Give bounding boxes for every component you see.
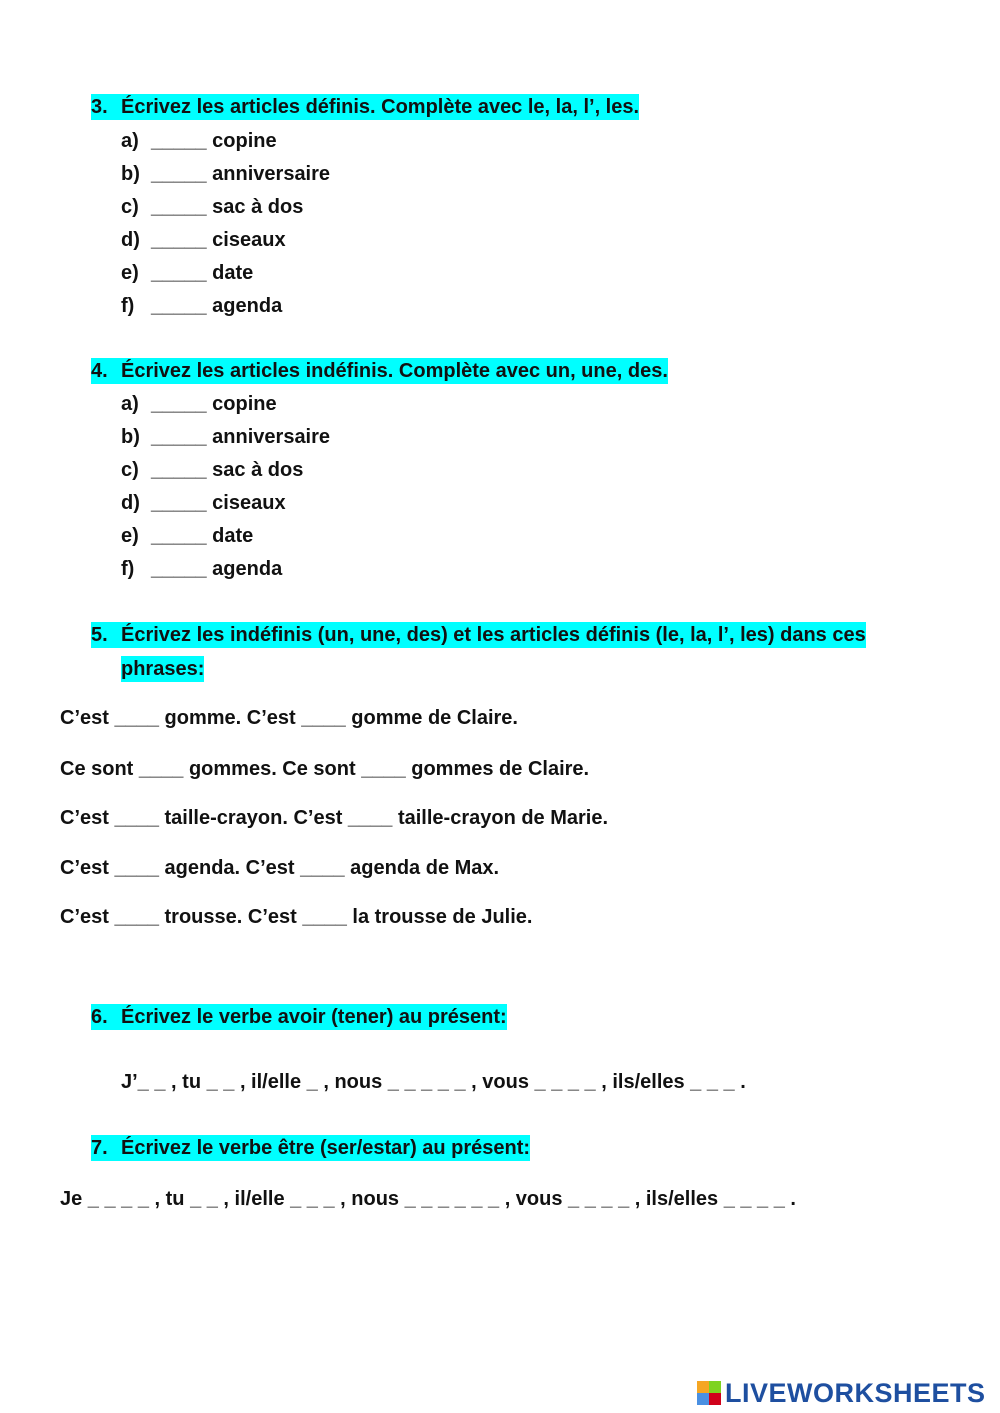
list-item: e) _____ date (121, 262, 254, 284)
fill-blank-item[interactable]: _____ ciseaux (151, 492, 286, 514)
question-number: 7. (91, 1137, 108, 1159)
sentence-line[interactable]: Ce sont ____ gommes. Ce sont ____ gommes de Claire. (60, 758, 590, 780)
fill-blank-item[interactable]: _____ anniversaire (151, 426, 331, 448)
list-item: d) _____ ciseaux (121, 492, 286, 514)
logo-text: LIVEWORKSHEETS (725, 1377, 986, 1408)
conjugation-line[interactable]: Je _ _ _ _ , tu _ _ , il/elle _ _ _ , nous _ _ _ _ _ _ , vous _ _ _ _ , ils/elles _ _ _ _ . (60, 1188, 796, 1210)
sentence-line[interactable]: C’est ____ gomme. C’est ____ gomme de Claire. (60, 707, 518, 729)
question-number: 4. (91, 360, 108, 382)
sentence-line[interactable]: C’est ____ trousse. C’est ____ la trousse de Julie. (60, 906, 533, 928)
question-text: Écrivez le verbe être (ser/estar) au présent: (121, 1137, 531, 1159)
question-number: 3. (91, 96, 108, 118)
question-text: Écrivez les articles indéfinis. Complète avec un, une, des. (121, 360, 668, 382)
fill-blank-item[interactable]: _____ copine (151, 393, 277, 415)
question-6-title (91, 1006, 507, 1029)
list-item: f) _____ agenda (121, 295, 283, 317)
question-text: Écrivez les articles définis. Complète avec le, la, l’, les. (121, 96, 640, 118)
question-3-title (91, 96, 639, 119)
question-4-title (91, 360, 668, 383)
question-text: Écrivez le verbe avoir (tener) au présent: (121, 1006, 507, 1028)
fill-blank-item[interactable]: _____ ciseaux (151, 229, 286, 251)
conjugation-line[interactable]: J’_ _ , tu _ _ , il/elle _ , nous _ _ _ _ _ , vous _ _ _ _ , ils/elles _ _ _ . (121, 1071, 746, 1093)
list-item: b) _____ anniversaire (121, 163, 331, 185)
logo-grid-icon (697, 1381, 721, 1405)
sentence-line[interactable]: C’est ____ agenda. C’est ____ agenda de Max. (60, 857, 500, 879)
fill-blank-item[interactable]: _____ date (151, 525, 254, 547)
fill-blank-item[interactable]: _____ anniversaire (151, 163, 331, 185)
list-item: c) _____ sac à dos (121, 196, 304, 218)
question-text: Écrivez les indéfinis (un, une, des) et les articles définis (le, la, l’, les) dans ces (121, 624, 866, 646)
list-item: a) _____ copine (121, 130, 277, 152)
liveworksheets-logo (697, 1377, 986, 1409)
question-5-title (91, 624, 866, 647)
question-7-title (91, 1137, 530, 1160)
question-number: 5. (91, 624, 108, 646)
fill-blank-item[interactable]: _____ sac à dos (151, 196, 304, 218)
fill-blank-item[interactable]: _____ sac à dos (151, 459, 304, 481)
question-5-title-cont: phrases: (121, 658, 205, 680)
list-item: b) _____ anniversaire (121, 426, 331, 448)
list-item: e) _____ date (121, 525, 254, 547)
fill-blank-item[interactable]: _____ agenda (151, 558, 283, 580)
fill-blank-item[interactable]: _____ agenda (151, 295, 283, 317)
list-item: d) _____ ciseaux (121, 229, 286, 251)
fill-blank-item[interactable]: _____ copine (151, 130, 277, 152)
sentence-line[interactable]: C’est ____ taille-crayon. C’est ____ taille-crayon de Marie. (60, 807, 609, 829)
list-item: f) _____ agenda (121, 558, 283, 580)
list-item: a) _____ copine (121, 393, 277, 415)
list-item: c) _____ sac à dos (121, 459, 304, 481)
fill-blank-item[interactable]: _____ date (151, 262, 254, 284)
question-number: 6. (91, 1006, 108, 1028)
